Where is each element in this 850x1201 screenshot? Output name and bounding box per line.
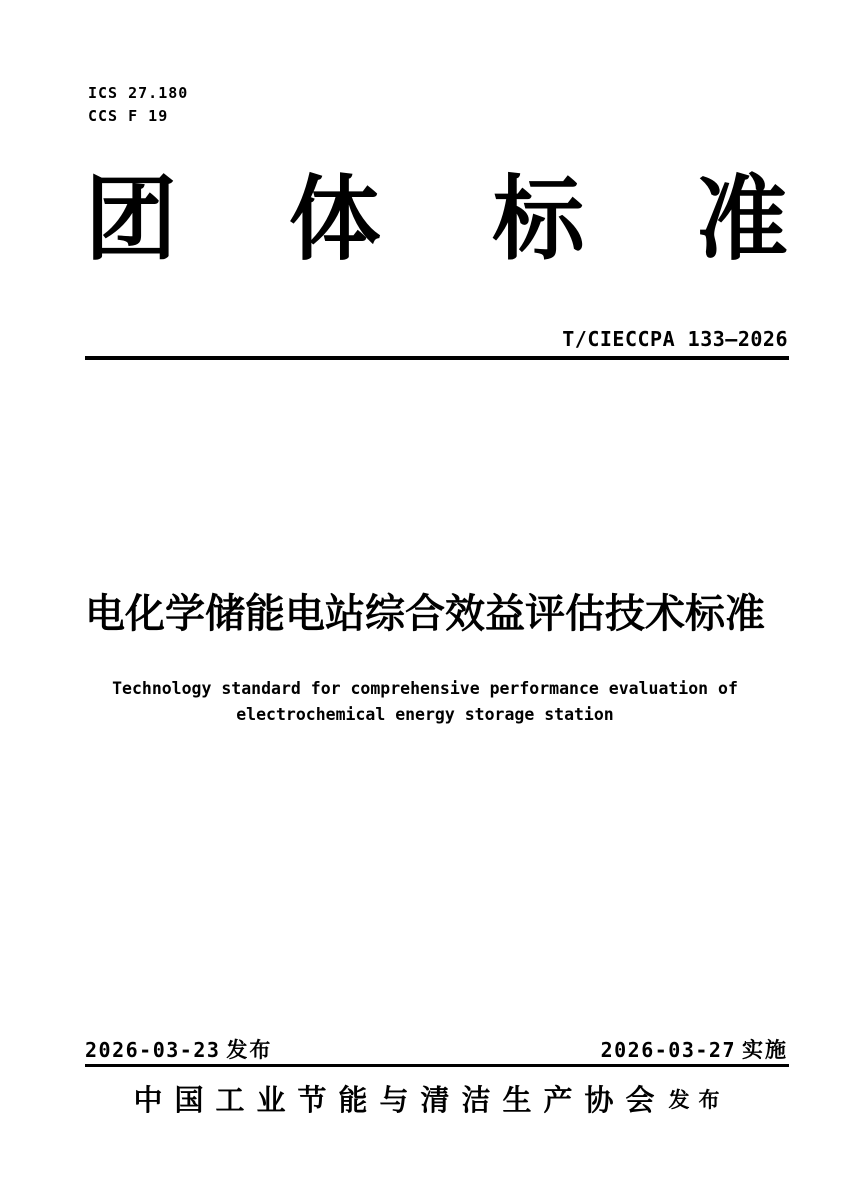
footer-rule [85, 1064, 789, 1067]
publisher-name: 中国工业节能与清洁生产协会 [133, 1085, 667, 1117]
issue-date: 2026-03-23 [85, 1038, 221, 1062]
standard-number: T/CIECCPA 133—2026 [562, 327, 788, 351]
document-title-en [0, 676, 850, 728]
ccs-code: CCS F 19 [88, 107, 169, 125]
document-title-cn: 电化学储能电站综合效益评估技术标准 [85, 592, 765, 636]
standard-type-title [85, 169, 788, 271]
dates-row [85, 1034, 788, 1064]
publisher-row [0, 1078, 850, 1119]
standard-type-char: 标 [492, 169, 585, 271]
header-rule [85, 356, 789, 360]
ics-code: ICS 27.180 [88, 84, 189, 102]
publisher-issue-label: 发布 [668, 1088, 729, 1112]
standard-type-char: 准 [695, 169, 788, 271]
implementation-date: 2026-03-27 [600, 1038, 736, 1062]
issue-date-group [85, 1034, 272, 1064]
issue-label: 发布 [226, 1039, 273, 1062]
standard-type-char: 团 [85, 169, 178, 271]
implementation-label: 实施 [742, 1039, 788, 1062]
implementation-date-group [601, 1034, 788, 1064]
document-title-en-line1: Technology standard for comprehensive performance evaluation of [112, 679, 738, 698]
standard-type-char: 体 [288, 169, 381, 271]
classification-codes [88, 82, 188, 128]
document-title-en-line2: electrochemical energy storage station [236, 705, 614, 724]
